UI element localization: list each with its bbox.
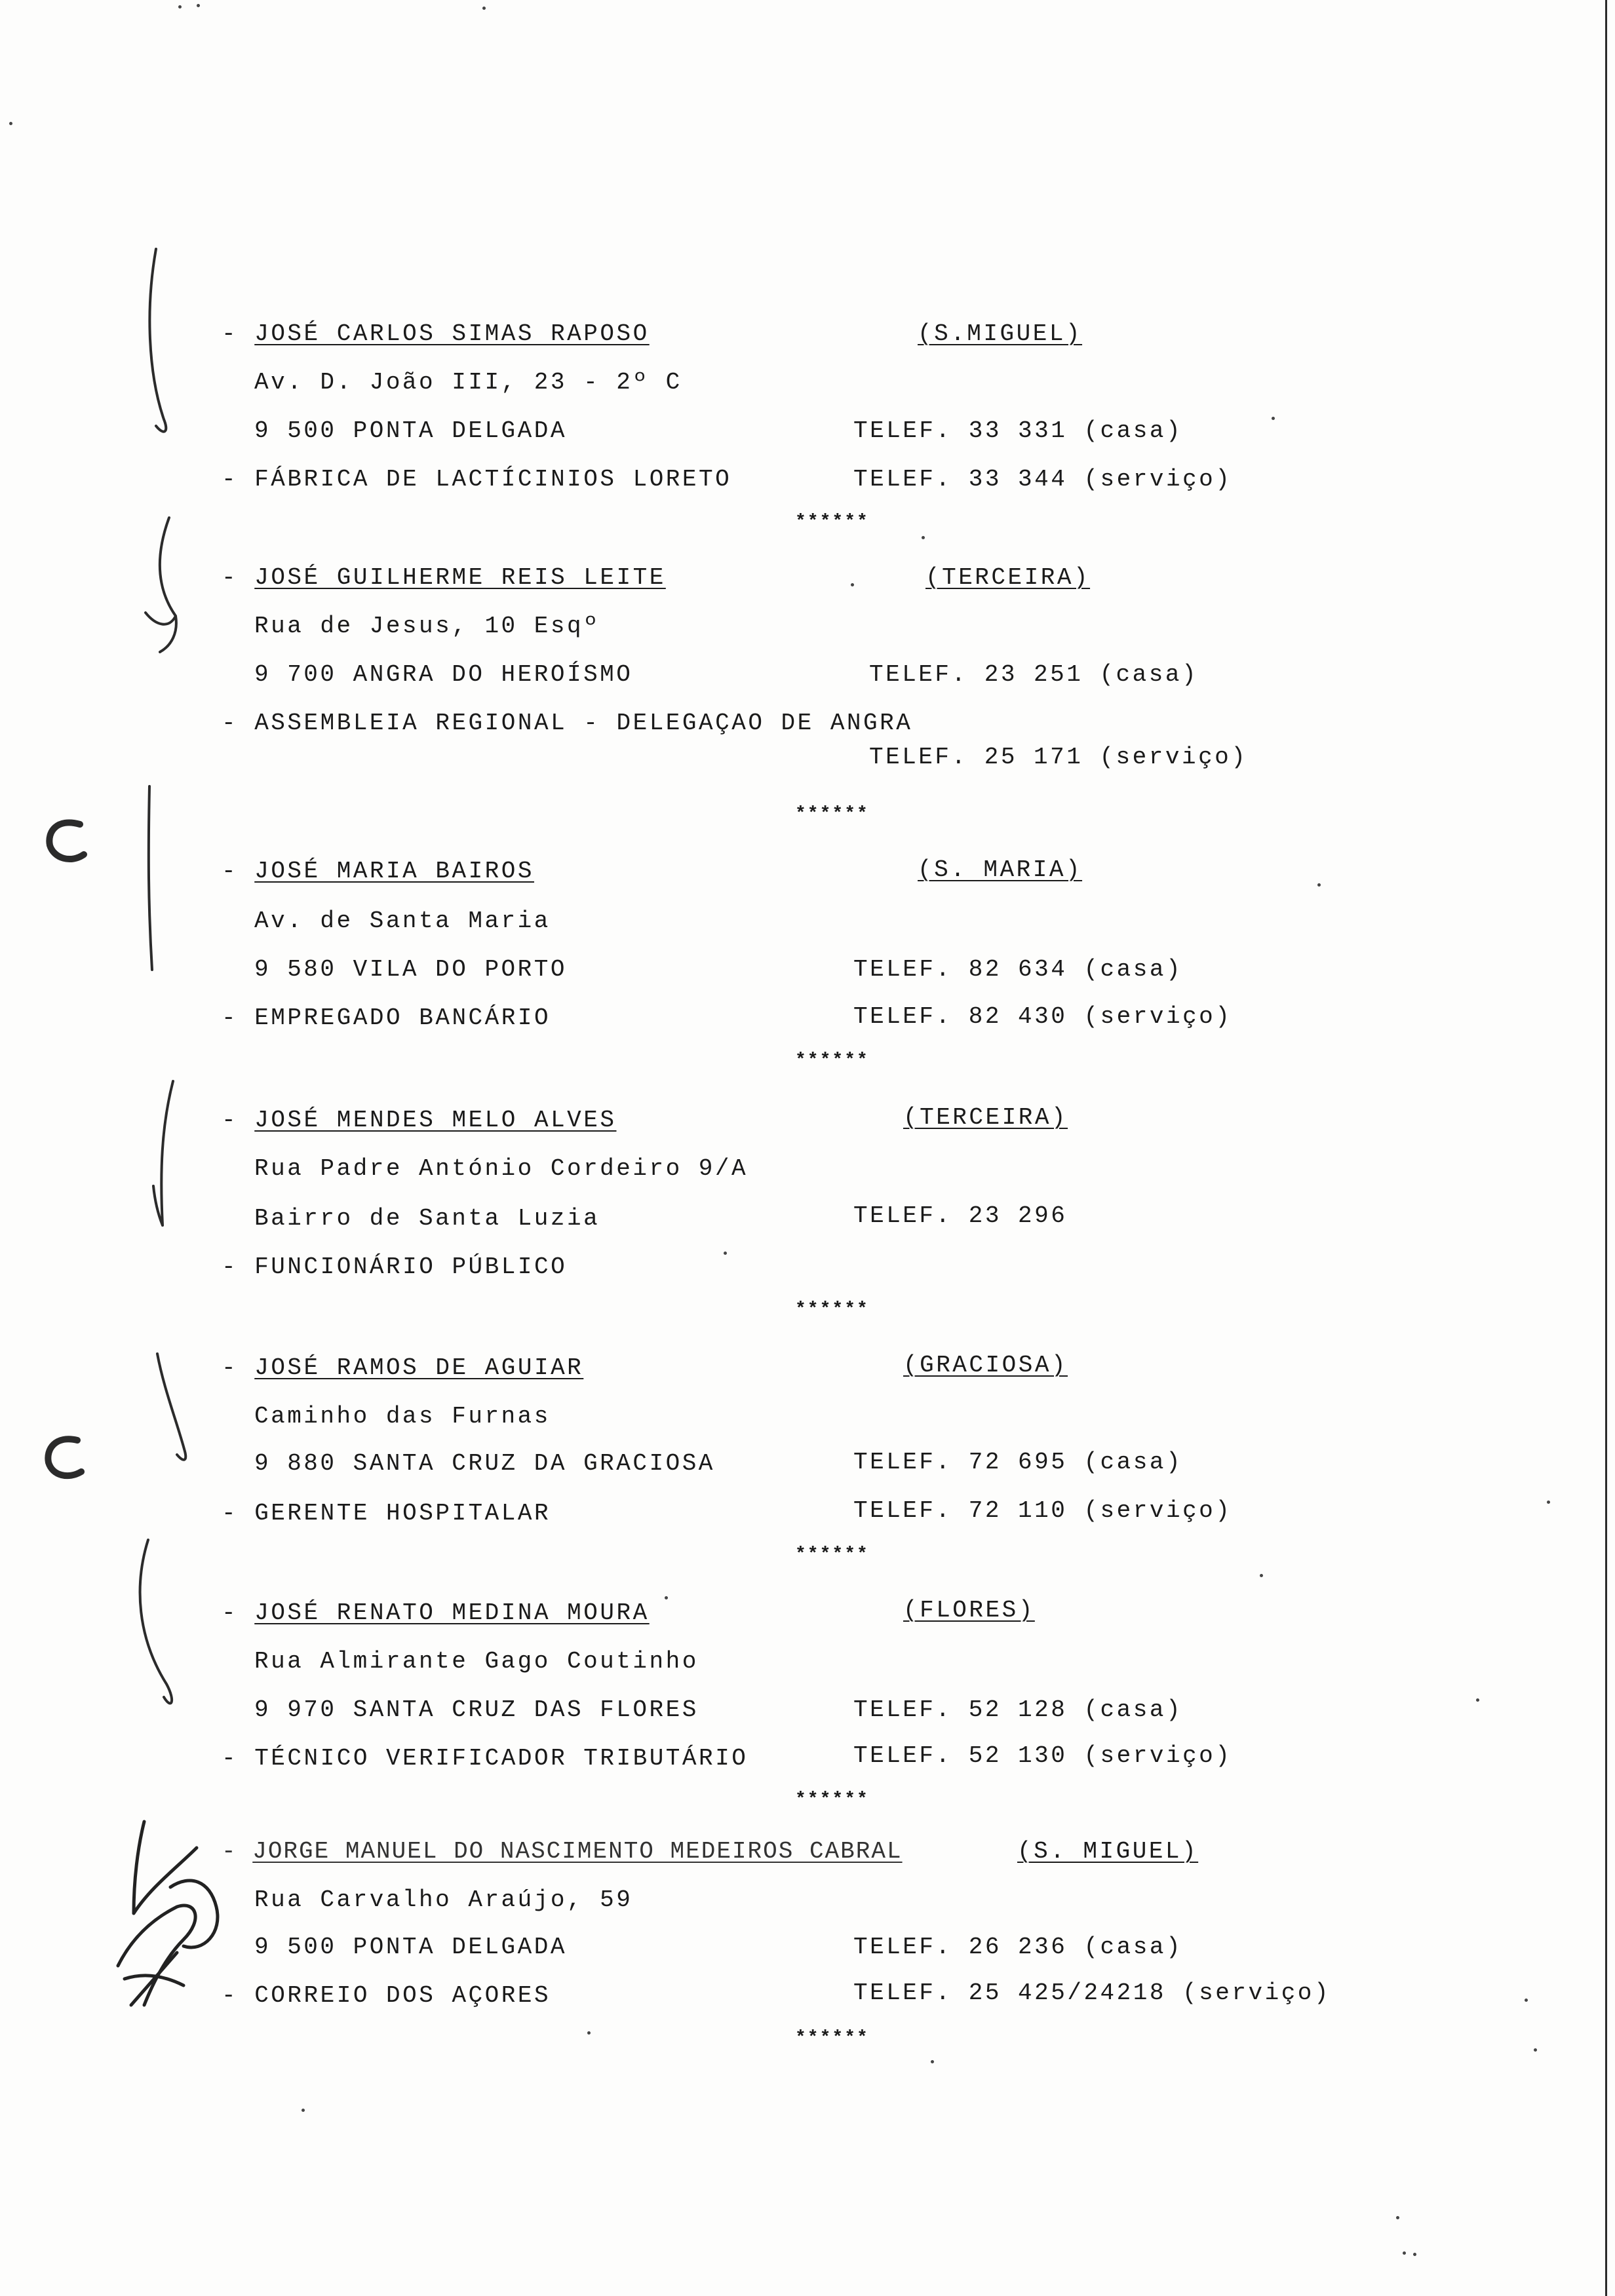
entry-address-1: Rua Carvalho Araújo, 59 bbox=[254, 1886, 633, 1913]
pen-bracket-icon bbox=[153, 1081, 173, 1225]
scan-speck bbox=[1396, 2216, 1399, 2219]
scan-speck bbox=[1476, 1698, 1479, 1702]
entry-name: JOSÉ MENDES MELO ALVES bbox=[254, 1107, 617, 1134]
entry-island: (FLORES) bbox=[903, 1597, 1035, 1624]
scan-speck bbox=[931, 2060, 934, 2063]
scan-speck bbox=[851, 583, 854, 586]
entry-address-2: 9 880 SANTA CRUZ DA GRACIOSA bbox=[254, 1450, 715, 1477]
entry-phone-work: TELEF. 25 171 (serviço) bbox=[869, 744, 1248, 771]
scan-speck bbox=[1525, 1999, 1528, 2002]
separator: ****** bbox=[795, 512, 869, 532]
entry-phone-work: TELEF. 33 344 (serviço) bbox=[853, 466, 1232, 493]
pen-bracket-icon bbox=[140, 1540, 172, 1703]
entry-occupation: - FÁBRICA DE LACTÍCINIOS LORETO bbox=[222, 466, 732, 493]
entry-island: (S. MIGUEL) bbox=[1017, 1838, 1199, 1865]
pen-c-icon bbox=[48, 1439, 81, 1476]
entry-phone-home: TELEF. 72 695 (casa) bbox=[853, 1449, 1183, 1476]
entry-address-1: Rua Almirante Gago Coutinho bbox=[254, 1648, 699, 1675]
entry-phone-work: TELEF. 72 110 (serviço) bbox=[853, 1497, 1232, 1524]
entry-name: JOSÉ RAMOS DE AGUIAR bbox=[254, 1354, 584, 1381]
entry-phone-work: TELEF. 52 130 (serviço) bbox=[853, 1742, 1232, 1769]
scan-speck bbox=[197, 4, 200, 7]
entry-phone-home: TELEF. 23 251 (casa) bbox=[869, 661, 1199, 688]
pen-bracket-icon bbox=[149, 249, 166, 432]
entry-occupation: - EMPREGADO BANCÁRIO bbox=[222, 1004, 551, 1031]
handwritten-nao-signature bbox=[105, 1808, 236, 2025]
entry-address-2: 9 500 PONTA DELGADA bbox=[254, 417, 567, 444]
scan-speck bbox=[724, 1252, 727, 1255]
entry-occupation: - FUNCIONÁRIO PÚBLICO bbox=[222, 1253, 568, 1280]
separator: ****** bbox=[795, 1789, 869, 1810]
entry-address-1: Av. D. João III, 23 - 2º C bbox=[254, 369, 682, 396]
entry-name: JOSÉ CARLOS SIMAS RAPOSO bbox=[254, 320, 650, 347]
entry-address-2: Bairro de Santa Luzia bbox=[254, 1205, 600, 1232]
entry-occupation: - ASSEMBLEIA REGIONAL - DELEGAÇAO DE ANGRA bbox=[222, 710, 913, 737]
entry-name: JOSÉ GUILHERME REIS LEITE bbox=[254, 564, 666, 591]
document-page: - JOSÉ CARLOS SIMAS RAPOSO (S.MIGUEL) Av. D. João III, 23 - 2º C 9 500 PONTA DELGADA TELEF. 33 331 (casa) - FÁBRICA DE LACTÍCINIOS LORETO TELEF. 33 344 (serviço) ****** - JOSÉ GUILHERME REIS LEITE (TERCEIRA) Rua de Jesus, 10 Esqº 9 700 ANGRA DO HEROÍSMO TELEF. 23 251 (casa) - ASSEMBLEIA REGIONAL - DELEGAÇAO DE ANGRA TELEF. 25 171 (serviço) ****** - JOSÉ MARIA BAIROS (S. MARIA) Av. de Santa Maria 9 580 VILA DO PORTO TELEF. 82 634 (casa) - EMPREGADO BANCÁRIO TELEF. 82 430 (serviço) ****** - JOSÉ MENDES MELO ALVES (TERCEIRA) Rua Padre António Cordeiro 9/A Bairro de Santa Luzia TELEF. 23 296 - FUNCIONÁRIO PÚBLICO ****** - JOSÉ RAMOS DE AGUIAR (GRACIOSA) Caminho das Furnas 9 880 SANTA CRUZ DA GRACIOSA TELEF. 72 695 (casa) - GERENTE HOSPITALAR TELEF. 72 110 (serviço) ****** - JOSÉ RENATO MEDINA MOURA (FLORES) Rua Almirante Gago Coutinho 9 970 SANTA CRUZ DAS FLORES TELEF. 52 128 (casa) - TÉCNICO VERIFICADOR TRIBUTÁRIO TELEF. 52 130 (serviço) ****** - JORGE MANUEL DO NASCIMENTO MEDEIROS CABRAL (S. MIGUEL) Rua Carvalho Araújo, 59 9 500 PONTA DELGADA TELEF. 26 236 (casa) - CORREIO DOS AÇORES TELEF. 25 425/24218 (serviço) ****** bbox=[0, 0, 1615, 2296]
entry-phone-home: TELEF. 82 634 (casa) bbox=[853, 956, 1183, 983]
scan-speck bbox=[587, 2031, 591, 2035]
entry-name: JORGE MANUEL DO NASCIMENTO MEDEIROS CABRAL bbox=[252, 1838, 903, 1865]
scan-speck bbox=[178, 5, 182, 9]
entry-island: (GRACIOSA) bbox=[903, 1352, 1068, 1379]
entry-name: JOSÉ MARIA BAIROS bbox=[254, 858, 534, 885]
entry-phone-work: TELEF. 82 430 (serviço) bbox=[853, 1003, 1232, 1030]
separator: ****** bbox=[795, 1299, 869, 1320]
entry-name: JOSÉ RENATO MEDINA MOURA bbox=[254, 1599, 650, 1626]
scan-speck bbox=[665, 1596, 668, 1599]
entry-phone-work: TELEF. 25 425/24218 (serviço) bbox=[853, 1980, 1331, 2006]
entry-island: (TERCEIRA) bbox=[925, 564, 1091, 591]
entry-phone-home: TELEF. 52 128 (casa) bbox=[853, 1696, 1183, 1723]
scan-speck bbox=[1403, 2251, 1406, 2255]
entry-occupation: - TÉCNICO VERIFICADOR TRIBUTÁRIO bbox=[222, 1745, 749, 1772]
scan-speck bbox=[9, 122, 12, 125]
entry-address-1: Caminho das Furnas bbox=[254, 1403, 551, 1430]
separator: ****** bbox=[795, 1544, 869, 1565]
entry-island: (S.MIGUEL) bbox=[918, 320, 1083, 347]
entry-phone-home: TELEF. 23 296 bbox=[853, 1202, 1068, 1229]
entry-island: (S. MARIA) bbox=[918, 856, 1083, 883]
entry-address-1: Rua Padre António Cordeiro 9/A bbox=[254, 1155, 749, 1182]
pen-c-icon bbox=[49, 823, 84, 860]
separator: ****** bbox=[795, 1050, 869, 1071]
pen-bracket-icon bbox=[149, 786, 152, 970]
entry-phone-home: TELEF. 26 236 (casa) bbox=[853, 1934, 1183, 1961]
scan-speck bbox=[1317, 883, 1321, 887]
scan-speck bbox=[1260, 1574, 1263, 1577]
scan-speck bbox=[1547, 1501, 1550, 1504]
entry-occupation: - CORREIO DOS AÇORES bbox=[222, 1982, 551, 2009]
entry-occupation: - GERENTE HOSPITALAR bbox=[222, 1500, 551, 1527]
scan-speck bbox=[1534, 2048, 1537, 2052]
entry-address-2: 9 970 SANTA CRUZ DAS FLORES bbox=[254, 1696, 699, 1723]
pen-bracket-icon bbox=[157, 1354, 185, 1460]
pen-bracket-icon bbox=[146, 518, 176, 652]
entry-address-2: 9 580 VILA DO PORTO bbox=[254, 956, 567, 983]
page-edge bbox=[1605, 0, 1607, 2296]
entry-address-1: Av. de Santa Maria bbox=[254, 908, 551, 934]
entry-island: (TERCEIRA) bbox=[903, 1104, 1068, 1131]
entry-address-2: 9 700 ANGRA DO HEROÍSMO bbox=[254, 661, 633, 688]
separator: ****** bbox=[795, 804, 869, 824]
separator: ****** bbox=[795, 2028, 869, 2048]
scan-speck bbox=[482, 7, 486, 10]
entry-address-1: Rua de Jesus, 10 Esqº bbox=[254, 613, 600, 640]
entry-address-2: 9 500 PONTA DELGADA bbox=[254, 1934, 567, 1961]
scan-speck bbox=[922, 536, 925, 539]
scan-speck bbox=[1413, 2253, 1416, 2256]
entry-phone-home: TELEF. 33 331 (casa) bbox=[853, 417, 1183, 444]
scan-speck bbox=[302, 2109, 305, 2112]
scan-speck bbox=[1272, 417, 1275, 420]
